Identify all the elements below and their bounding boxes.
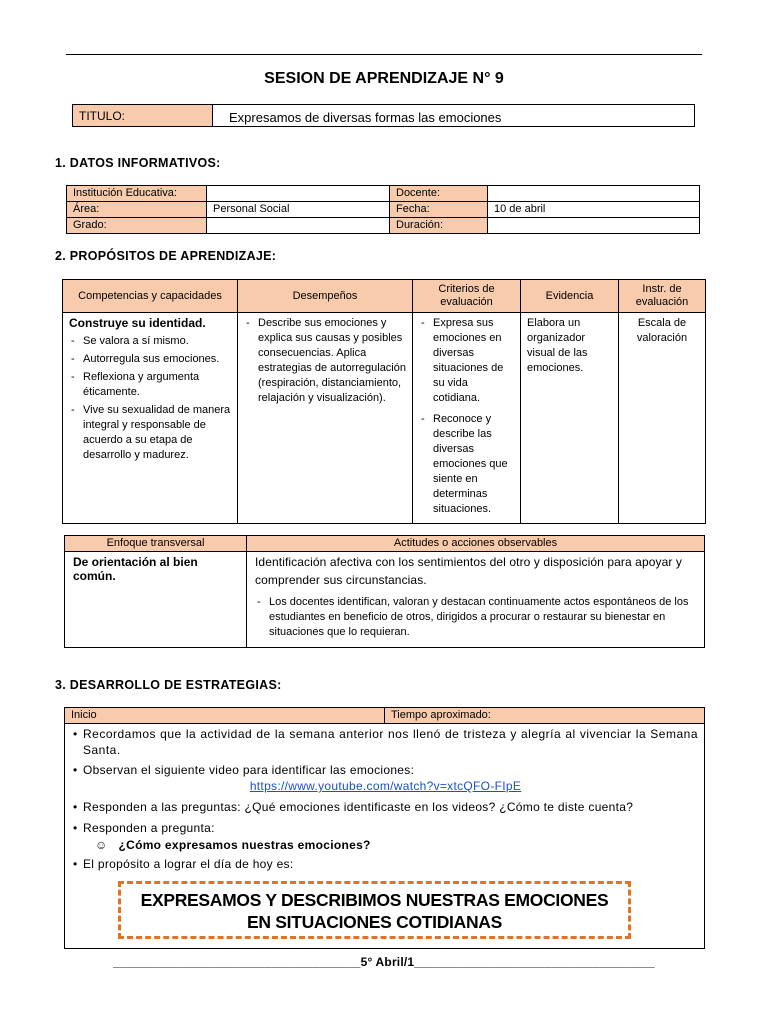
- bullet-pregunta: • Responden a pregunta:: [73, 820, 698, 836]
- fecha-label: Fecha:: [390, 202, 488, 218]
- page-title: SESION DE APRENDIZAJE N° 9: [264, 70, 504, 87]
- inicio-label: Inicio: [65, 708, 385, 723]
- video-link[interactable]: https://www.youtube.com/watch?v=xtcQFO-FIpE: [249, 779, 522, 793]
- datos-table: [66, 185, 700, 234]
- enfoque-action: - Los docentes identifican, valoran y destacan continuamente actos espontáneos de los estudiantes en beneficio de otros, dirigidos a procurar o restaurar su bienestar en situaciones que lo requieran.: [255, 595, 696, 640]
- institucion-label: Institución Educativa:: [67, 186, 207, 202]
- grado-label: Grado:: [67, 218, 207, 234]
- enfoque-header: Enfoque transversal: [65, 536, 247, 552]
- titulo-label: TITULO:: [73, 105, 213, 126]
- header-competencias: Competencias y capacidades: [63, 280, 238, 313]
- docente-label: Docente:: [390, 186, 488, 202]
- desempeno-item: - Describe sus emociones y explica sus causas y posibles consecuencias. Aplica estrategias de autorregulación (respiración, distanciamiento, relajación y visualización).: [244, 316, 406, 406]
- evidencia-cell: Elabora un organizador visual de las emociones.: [521, 313, 619, 524]
- competencia-title: Construye su identidad.: [69, 316, 206, 330]
- capacidad-item: - Reflexiona y argumenta éticamente.: [69, 370, 231, 400]
- proposito-line-2: EN SITUACIONES COTIDIANAS: [246, 912, 503, 932]
- capacidad-item: - Autorregula sus emociones.: [69, 352, 231, 367]
- criterio-item: - Reconoce y describe las diversas emociones que siente en determinas situaciones.: [419, 412, 514, 517]
- smiley-icon: ☺: [95, 838, 108, 852]
- propositos-table: [62, 279, 706, 524]
- fecha-value: 10 de abril: [488, 202, 700, 218]
- section-heading-propositos: 2. PROPÓSITOS DE APRENDIZAJE:: [55, 249, 277, 263]
- question-text: ¿Cómo expresamos nuestras emociones?: [118, 838, 371, 852]
- inicio-content: [65, 724, 704, 872]
- capacidad-item: - Se valora a sí mismo.: [69, 334, 231, 349]
- header-desempenos: Desempeños: [238, 280, 413, 313]
- bullet-recordamos: • Recordamos que la actividad de la semana anterior nos llenó de tristeza y alegría al vivenciar la Semana Santa.: [73, 726, 698, 758]
- top-rule: [66, 54, 702, 55]
- proposito-line-1: EXPRESAMOS Y DESCRIBIMOS NUESTRAS EMOCIONES: [140, 890, 609, 910]
- inicio-header-row: [65, 708, 704, 724]
- enfoque-description: Identificación afectiva con los sentimientos del otro y disposición para apoyar y comprender sus circunstancias.: [255, 555, 682, 587]
- actitudes-header: Actitudes o acciones observables: [247, 536, 705, 552]
- institucion-value: [207, 186, 390, 202]
- bullet-proposito: • El propósito a lograr el día de hoy es:: [73, 856, 698, 872]
- enfoque-name: De orientación al bien común.: [65, 552, 247, 648]
- instrumento-cell: Escala de valoración: [619, 313, 706, 524]
- docente-value: [488, 186, 700, 202]
- criterio-item: - Expresa sus emociones en diversas situaciones de su vida cotidiana.: [419, 316, 514, 406]
- enfoque-table: [64, 535, 705, 648]
- header-criterios: Criterios de evaluación: [413, 280, 521, 313]
- bullet-preguntas: • Responden a las preguntas: ¿Qué emociones identificaste en los videos? ¿Cómo te diste cuenta?: [73, 799, 698, 815]
- area-value: Personal Social: [207, 202, 390, 218]
- grado-value: [207, 218, 390, 234]
- section-heading-datos: 1. DATOS INFORMATIVOS:: [55, 156, 221, 170]
- competencias-cell: [63, 313, 238, 524]
- proposito-box: [118, 881, 631, 939]
- section-heading-desarrollo: 3. DESARROLLO DE ESTRATEGIAS:: [55, 678, 282, 692]
- titulo-value: Expresamos de diversas formas las emociones: [229, 110, 502, 125]
- duracion-value: [488, 218, 700, 234]
- desempenos-cell: [238, 313, 413, 524]
- duracion-label: Duración:: [390, 218, 488, 234]
- capacidad-item: - Vive su sexualidad de manera integral y responsable de acuerdo a su etapa de desarrollo y madurez.: [69, 403, 231, 463]
- titulo-box: [72, 104, 695, 127]
- question-line: [73, 837, 698, 853]
- actitudes-cell: [247, 552, 705, 648]
- criterios-cell: [413, 313, 521, 524]
- header-instrumento: Instr. de evaluación: [619, 280, 706, 313]
- tiempo-label: Tiempo aproximado:: [385, 708, 704, 723]
- page-footer: ____________________________________5° Abril/1___________________________________: [113, 955, 655, 969]
- area-label: Área:: [67, 202, 207, 218]
- header-evidencia: Evidencia: [521, 280, 619, 313]
- bullet-observan: • Observan el siguiente video para identificar las emociones:: [73, 762, 698, 778]
